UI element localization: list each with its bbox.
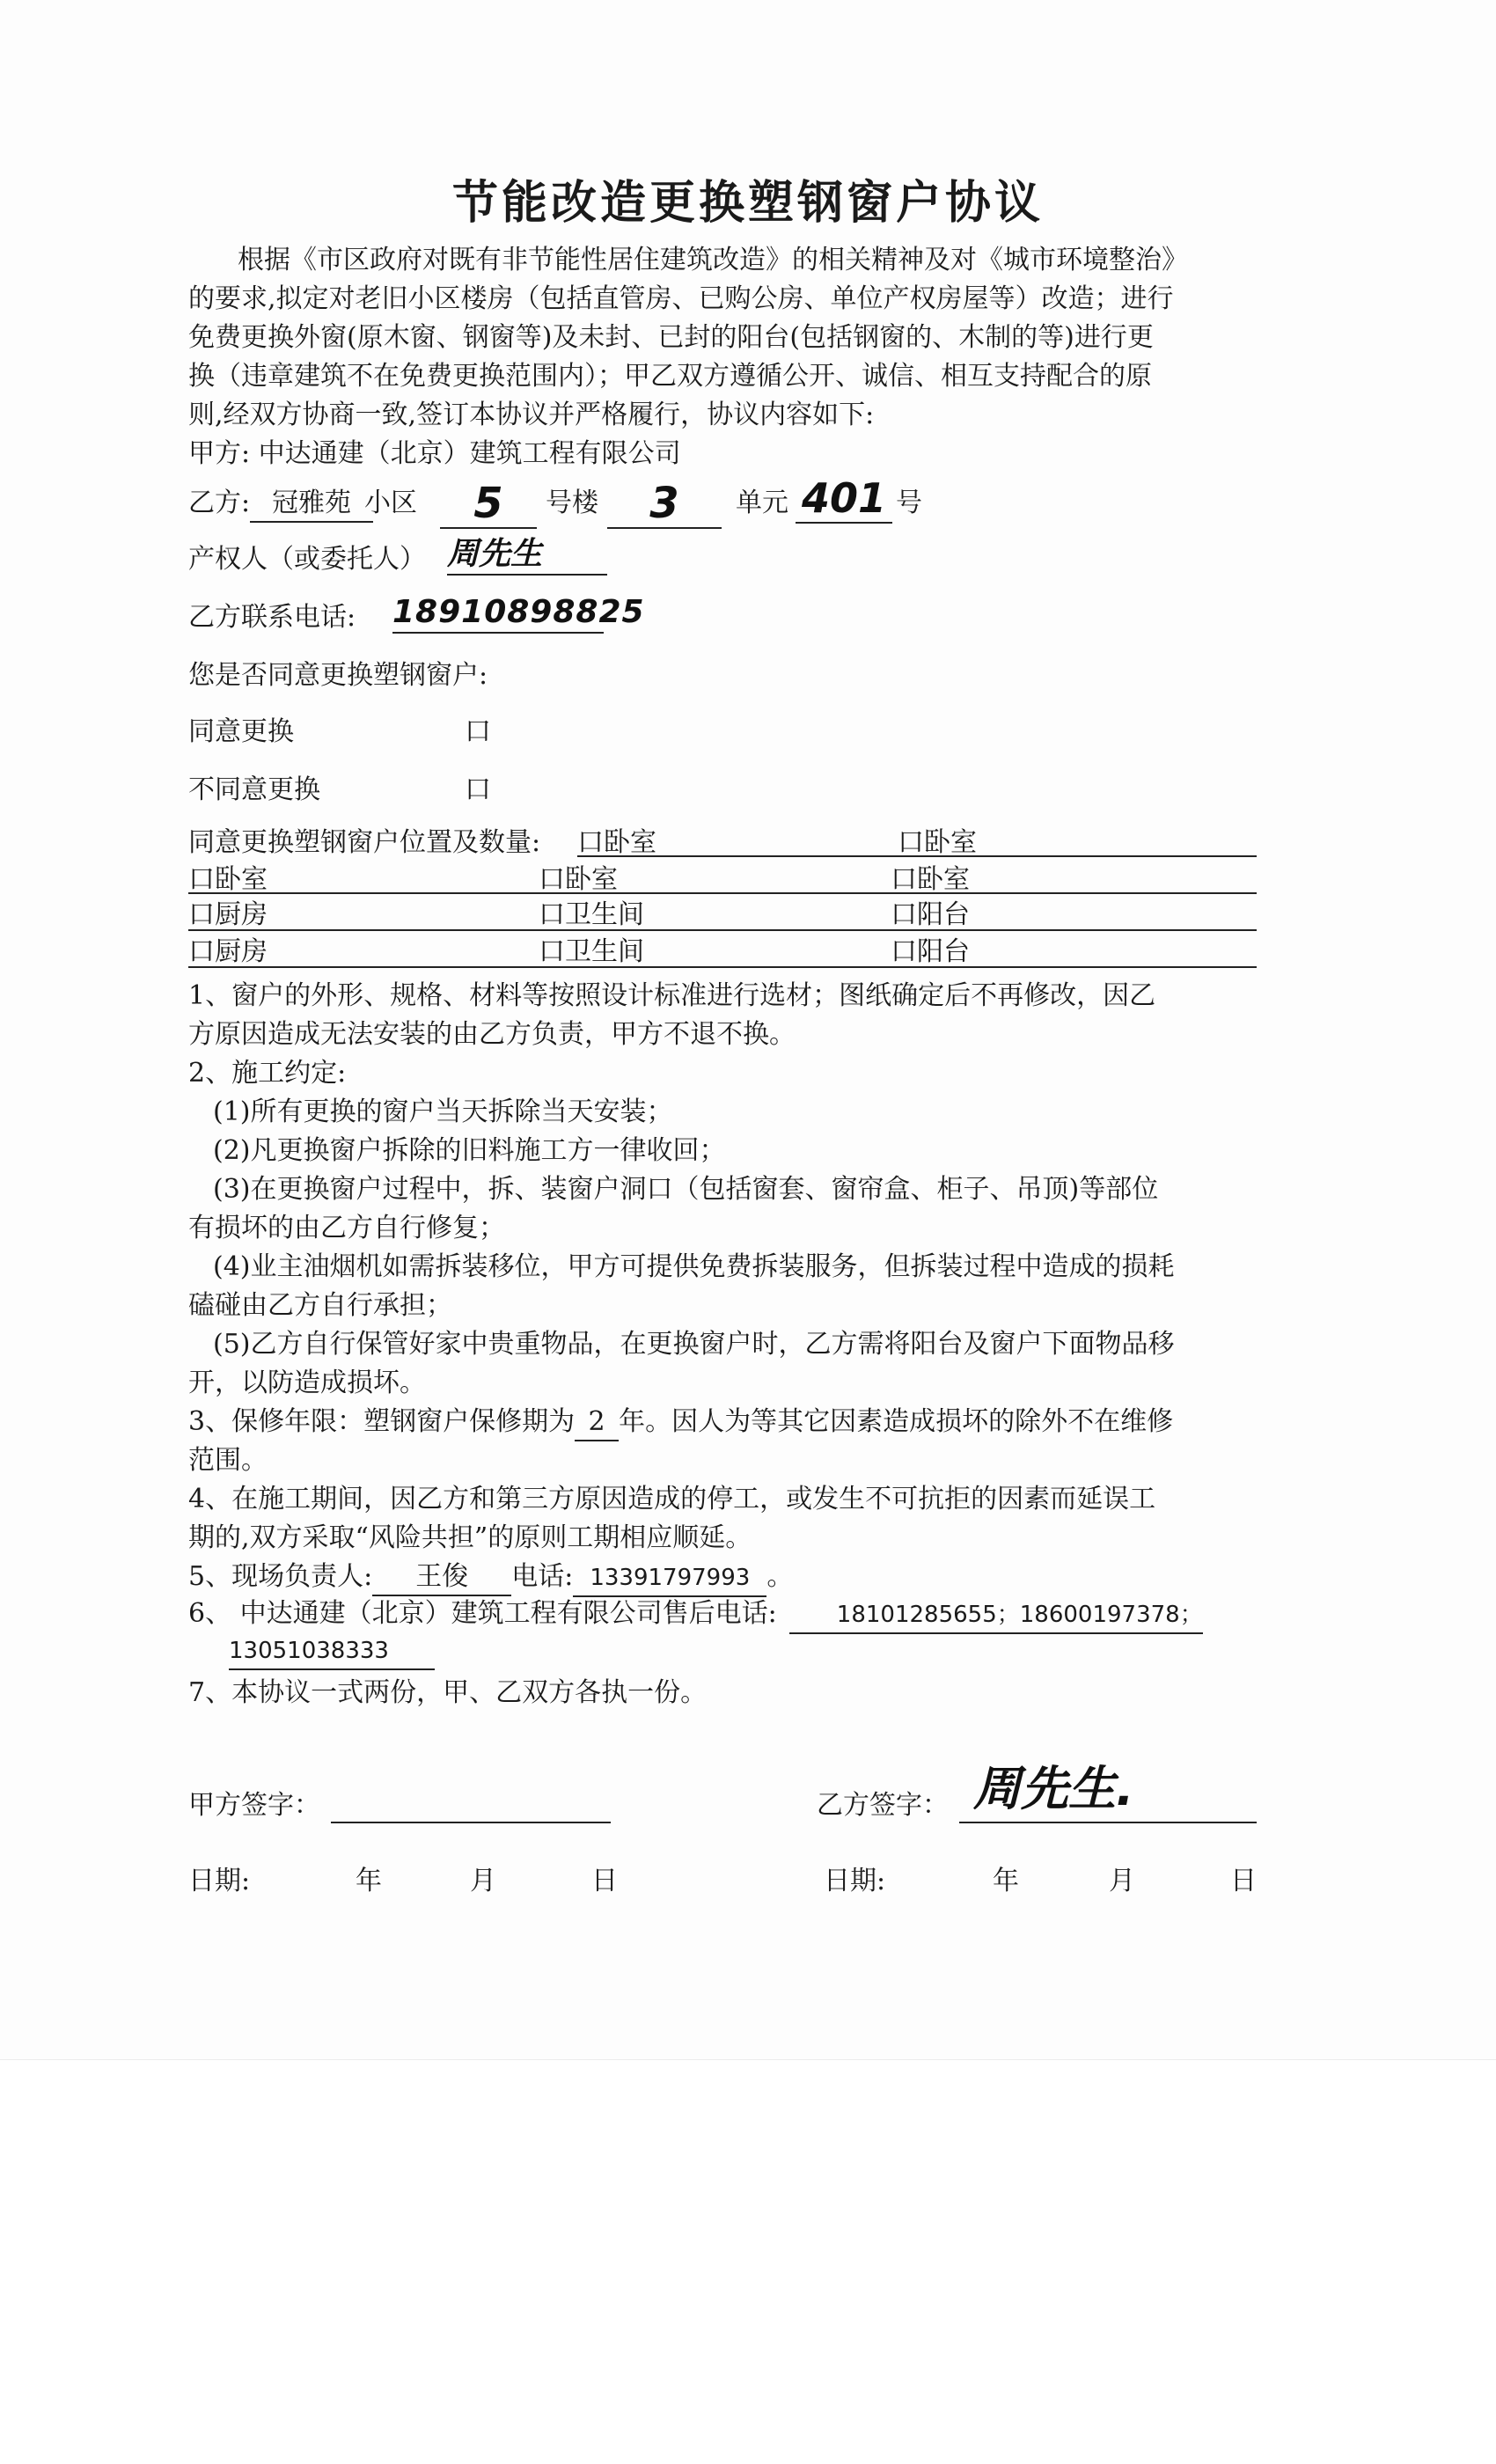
owner-field[interactable] xyxy=(447,537,607,576)
position-r4-c3[interactable]: 口阳台 xyxy=(891,936,970,967)
clause-1-line-2: 方原因造成无法安装的由乙方负责，甲方不退不换。 xyxy=(188,1019,796,1050)
table-rule xyxy=(188,929,1257,931)
party-a-sign-label: 甲方签字： xyxy=(188,1790,320,1821)
intro-line-5: 则,经双方协商一致,签订本协议并严格履行，协议内容如下: xyxy=(188,400,875,430)
after-sales-phones-field[interactable]: 18101285655；18600197378； xyxy=(789,1597,1203,1634)
clause-3-line-2: 范围。 xyxy=(188,1445,268,1476)
party-b-signature: 周先生. xyxy=(973,1761,1134,1816)
clause-2-2: (2)凡更换窗户拆除的旧料施工方一律收回； xyxy=(213,1135,726,1166)
party-b-date-month: 月 xyxy=(1109,1866,1135,1896)
clause-6-line-1 xyxy=(188,1596,1203,1634)
clause-2-4-line-2: 磕碰由乙方自行承担； xyxy=(188,1290,452,1321)
party-a-line: 甲方: 中达通建（北京）建筑工程有限公司 xyxy=(188,438,681,469)
community-field[interactable]: 冠雅苑 xyxy=(250,486,373,523)
positions-label: 同意更换塑钢窗户位置及数量: xyxy=(188,827,541,858)
phone-label: 乙方联系电话: xyxy=(188,602,356,633)
party-a-date-year: 年 xyxy=(356,1866,382,1896)
clause-4-line-1: 4、在施工期间，因乙方和第三方原因造成的停工，或发生不可抗拒的因素而延误工 xyxy=(188,1484,1156,1514)
agree-label: 同意更换 xyxy=(188,716,294,747)
disagree-checkbox[interactable]: 口 xyxy=(465,774,491,805)
building-suffix: 号楼 xyxy=(546,488,598,518)
disagree-label: 不同意更换 xyxy=(188,774,320,805)
warranty-years-field[interactable]: 2 xyxy=(575,1404,619,1441)
party-b-sign-line[interactable] xyxy=(959,1822,1257,1823)
unit-handwritten: 3 xyxy=(649,479,679,528)
clause-1-line-1: 1、窗户的外形、规格、材料等按照设计标准进行选材；图纸确定后不再修改，因乙 xyxy=(188,980,1156,1011)
unit-suffix: 单元 xyxy=(736,488,788,518)
position-r2-c2[interactable]: 口卧室 xyxy=(539,864,618,895)
clause-2-3-line-2: 有损坏的由乙方自行修复； xyxy=(188,1213,505,1243)
position-r4-c1[interactable]: 口厨房 xyxy=(188,936,268,967)
clause-5-phone-label: 电话: xyxy=(511,1561,574,1592)
owner-label: 产权人（或委托人） xyxy=(188,544,426,575)
party-b-label: 乙方: xyxy=(188,488,251,518)
party-b-sign-label: 乙方签字： xyxy=(817,1790,949,1821)
clause-2-4-line-1: (4)业主油烟机如需拆装移位，甲方可提供免费拆装服务，但拆装过程中造成的损耗 xyxy=(213,1251,1175,1282)
intro-line-3: 免费更换外窗(原木窗、钢窗等)及未封、已封的阳台(包括钢窗的、木制的等)进行更 xyxy=(188,322,1154,353)
clause-3-line-1 xyxy=(188,1404,1173,1441)
document-title: 节能改造更换塑钢窗户协议 xyxy=(451,177,1044,230)
position-r4-c2[interactable]: 口卫生间 xyxy=(539,936,644,967)
phone-handwritten: 18910898825 xyxy=(392,594,645,630)
room-suffix: 号 xyxy=(896,488,922,518)
community-suffix: 小区 xyxy=(364,488,417,518)
intro-line-4: 换（违章建筑不在免费更换范围内）；甲乙双方遵循公开、诚信、相互支持配合的原 xyxy=(188,361,1152,392)
owner-handwritten: 周先生 xyxy=(447,536,543,572)
building-handwritten: 5 xyxy=(473,479,503,528)
after-sales-phone-3[interactable]: 13051038333 xyxy=(229,1633,435,1670)
intro-line-1: 根据《市区政府对既有非节能性居住建筑改造》的相关精神及对《城市环境整治》 xyxy=(238,245,1188,275)
clause-7: 7、本协议一式两份，甲、乙双方各执一份。 xyxy=(188,1677,708,1708)
site-manager-field[interactable]: 王俊 xyxy=(372,1559,511,1596)
clause-2-5-line-1: (5)乙方自行保管好家中贵重物品，在更换窗户时，乙方需将阳台及窗户下面物品移 xyxy=(213,1329,1175,1360)
position-r2-c3[interactable]: 口卧室 xyxy=(891,864,970,895)
building-field[interactable] xyxy=(440,479,537,529)
party-a-date-month: 月 xyxy=(470,1866,496,1896)
party-b-date-label: 日期: xyxy=(824,1866,886,1896)
clause-2-3-line-1: (3)在更换窗户过程中，拆、装窗户洞口（包括窗套、窗帘盒、柜子、吊顶)等部位 xyxy=(213,1174,1159,1205)
position-r1-c3[interactable]: 口卧室 xyxy=(898,827,977,858)
clause-4-line-2: 期的,双方采取“风险共担”的原则工期相应顺延。 xyxy=(188,1522,752,1553)
position-r3-c3[interactable]: 口阳台 xyxy=(891,899,970,930)
position-r3-c2[interactable]: 口卫生间 xyxy=(539,899,644,930)
intro-line-2: 的要求,拟定对老旧小区楼房（包括直管房、已购公房、单位产权房屋等）改造；进行 xyxy=(188,283,1174,314)
agree-checkbox[interactable]: 口 xyxy=(465,716,491,747)
site-manager-phone-field[interactable]: 13391797993 xyxy=(573,1560,766,1597)
unit-field[interactable] xyxy=(607,479,722,529)
party-b-date-year: 年 xyxy=(993,1866,1019,1896)
question-text: 您是否同意更换塑钢窗户: xyxy=(188,660,488,691)
clause-3-prefix: 3、保修年限：塑钢窗户保修期为 xyxy=(188,1406,576,1437)
clause-3-suffix: 年。因人为等其它因素造成损坏的除外不在维修 xyxy=(619,1406,1174,1437)
room-handwritten: 401 xyxy=(801,474,887,522)
clause-2-title: 2、施工约定: xyxy=(188,1058,347,1089)
phone-field[interactable] xyxy=(392,594,645,634)
party-a-date-label: 日期: xyxy=(188,1866,251,1896)
room-field[interactable] xyxy=(796,474,892,524)
clause-6-prefix: 6、 中达通建（北京）建筑工程有限公司售后电话: xyxy=(188,1598,777,1629)
table-rule xyxy=(577,855,1257,857)
clause-2-1: (1)所有更换的窗户当天拆除当天安装； xyxy=(213,1096,673,1127)
position-r1-c2[interactable]: 口卧室 xyxy=(577,827,656,858)
clause-5-end: 。 xyxy=(766,1561,794,1592)
position-r2-c1[interactable]: 口卧室 xyxy=(188,864,268,895)
clause-5-line xyxy=(188,1559,793,1597)
party-a-sign-line[interactable] xyxy=(331,1822,611,1823)
clause-2-5-line-2: 开，以防造成损坏。 xyxy=(188,1368,426,1398)
party-b-date-day: 日 xyxy=(1230,1866,1257,1896)
position-r3-c1[interactable]: 口厨房 xyxy=(188,899,268,930)
party-a-date-day: 日 xyxy=(591,1866,618,1896)
clause-5-prefix: 5、现场负责人: xyxy=(188,1561,373,1592)
table-rule xyxy=(188,892,1257,894)
table-rule xyxy=(188,966,1257,968)
